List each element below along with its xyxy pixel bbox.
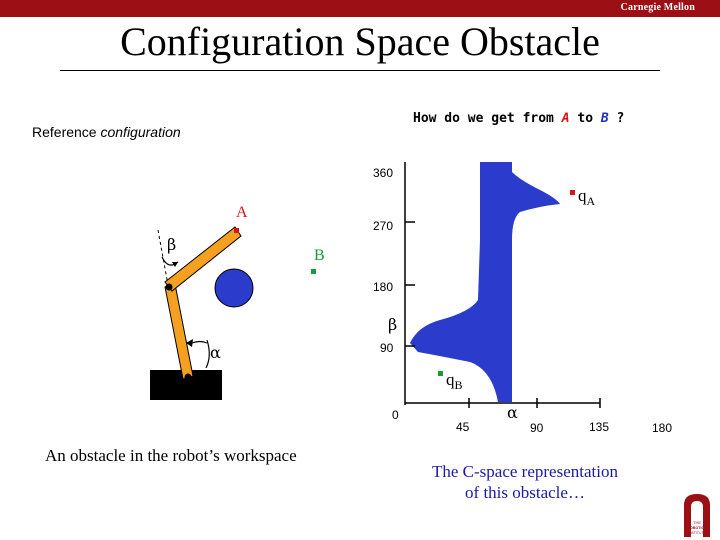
x-tick-label-180: 180 xyxy=(652,421,673,435)
robot-base-joint xyxy=(185,374,192,381)
y-tick-label-270: 270 xyxy=(373,219,394,233)
x-tick-label-135: 135 xyxy=(589,420,610,434)
alpha-angle-arc xyxy=(206,340,209,368)
question-mid: to xyxy=(569,111,601,126)
y-tick-label-360: 360 xyxy=(373,166,394,180)
point-a-label: A xyxy=(236,204,248,221)
point-a-marker xyxy=(234,228,239,233)
cspace-caption-line1: The C-space representation xyxy=(432,462,618,481)
qb-marker xyxy=(438,371,443,376)
question-point-b: B xyxy=(600,111,609,126)
cspace-caption xyxy=(395,461,655,503)
y-tick-label-180: 180 xyxy=(373,280,394,294)
logo-text-line3: INSTITUTE xyxy=(688,531,706,535)
point-b-label: B xyxy=(314,247,325,264)
cspace-caption-line2: of this obstacle… xyxy=(465,483,585,502)
workspace-obstacle xyxy=(215,269,253,307)
cspace-x-axis-label: α xyxy=(507,403,518,422)
alpha-arc-top xyxy=(192,342,207,344)
question-point-a: A xyxy=(561,111,570,126)
slide-title: Configuration Space Obstacle xyxy=(120,19,600,64)
point-b-marker xyxy=(311,269,316,274)
qa-label xyxy=(578,186,596,208)
workspace-diagram xyxy=(150,204,325,400)
question-suffix: ? xyxy=(608,111,625,126)
robot-link-lower xyxy=(165,284,193,379)
y-tick-label-90: 90 xyxy=(380,341,394,355)
qb-label-main: q xyxy=(446,370,455,389)
question-prefix: How do we get from xyxy=(413,111,562,126)
workspace-alpha-label: α xyxy=(210,343,221,362)
cspace-obstacle-region xyxy=(410,162,560,402)
brand-logo-text: Carnegie Mellon xyxy=(620,2,695,13)
robot-elbow-joint xyxy=(166,284,173,291)
reference-italic: configuration xyxy=(100,124,181,140)
logo-text-line2: ROBOTICS xyxy=(687,526,707,530)
qb-label xyxy=(446,370,463,392)
reference-prefix: Reference xyxy=(32,124,101,140)
workspace-caption: An obstacle in the robot’s workspace xyxy=(45,446,297,465)
cspace-plot xyxy=(373,162,672,435)
qb-label-sub: B xyxy=(454,378,463,392)
qa-label-main: q xyxy=(578,186,587,205)
y-tick-label-0: 0 xyxy=(392,408,399,422)
cspace-y-axis-label: β xyxy=(388,315,398,334)
robotics-institute-logo xyxy=(681,491,713,537)
qa-label-sub: A xyxy=(586,194,596,208)
x-tick-label-45: 45 xyxy=(456,420,470,434)
logo-text-line1: THE xyxy=(693,520,701,525)
qa-marker xyxy=(570,190,575,195)
workspace-beta-label: β xyxy=(167,235,177,254)
x-tick-label-90: 90 xyxy=(530,421,544,435)
